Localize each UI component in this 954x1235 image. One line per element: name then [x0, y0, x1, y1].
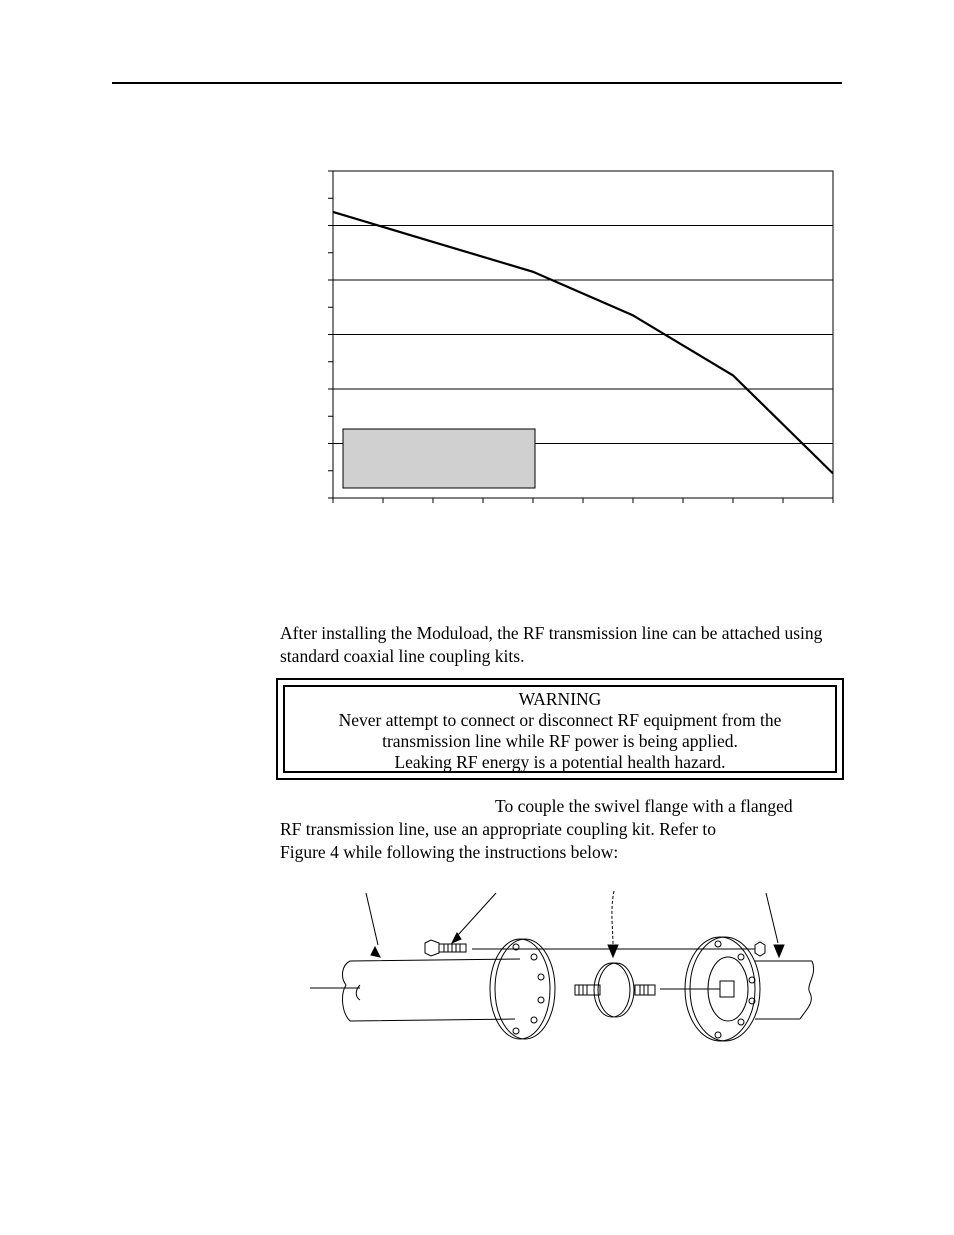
warning-line: Never attempt to connect or disconnect RF equipment from the — [338, 710, 782, 730]
flange-bolt-holes — [513, 944, 544, 1034]
gasket-disc-face — [598, 963, 634, 1017]
insulator-fingers — [640, 985, 648, 995]
coupling-line: To couple the swivel flange with a flanged — [495, 796, 793, 816]
coupling-line: Figure 4 while following the instructions below: — [280, 842, 619, 862]
inner-conductor-socket — [720, 981, 734, 997]
left-pipe — [350, 959, 520, 1021]
callout-leader-line — [458, 893, 496, 935]
coupling-kit-diagram — [300, 885, 840, 1045]
callout-leader-line — [366, 893, 378, 945]
pipe-inner-edge — [356, 985, 360, 1000]
warning-box-inner — [283, 685, 837, 773]
chart-grid — [333, 226, 833, 444]
callout-leader-line — [766, 893, 778, 943]
bolt-thread — [444, 944, 460, 952]
warning-box — [276, 678, 844, 780]
bullet-fingers — [579, 985, 587, 995]
intro-paragraph: After installing the Moduload, the RF transmission line can be attached using standard coaxial line coupling kits. — [280, 623, 823, 666]
right-pipe — [755, 961, 812, 1019]
arrowhead-icon — [452, 933, 461, 943]
nut-icon — [755, 942, 765, 956]
gasket-disc — [594, 963, 630, 1017]
left-flange — [495, 939, 555, 1039]
arrowhead-icon — [774, 945, 784, 957]
warning-line: transmission line while RF power is being applied. — [382, 731, 738, 751]
header-rule — [112, 82, 842, 84]
coupling-line: RF transmission line, use an appropriate coupling kit. Refer to — [280, 819, 716, 839]
flange-bolt-holes — [715, 941, 755, 1038]
coupling-paragraph — [280, 795, 840, 864]
bolt-icon — [425, 940, 439, 956]
arrowhead-icon — [608, 945, 618, 957]
warning-title: WARNING — [518, 689, 602, 709]
legend-box — [343, 429, 535, 488]
warning-line: Leaking RF energy is a potential health hazard. — [394, 752, 726, 772]
line-chart — [310, 160, 850, 520]
arrowhead-icon — [371, 947, 380, 957]
left-pipe-broken-end — [343, 961, 350, 1021]
right-pipe-broken-end — [800, 961, 814, 1019]
anchor-insulator-icon — [635, 985, 655, 995]
left-flange-face — [490, 939, 550, 1039]
callout-leader-line — [612, 891, 614, 945]
